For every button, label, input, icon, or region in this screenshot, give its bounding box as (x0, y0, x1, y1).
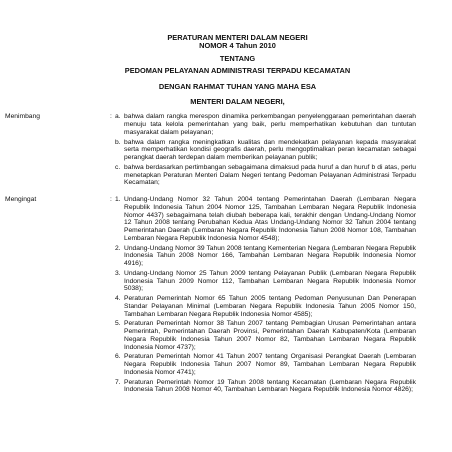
item-text: Undang-Undang Nomor 25 Tahun 2009 tentang Pelayanan Publik (Lembaran Negara Republik Indonesia Tahun 2009 Nomor 112, Tambahan Lembaran Negara Republik Indonesia Nomor 5038); (124, 269, 416, 293)
item-text: Undang-Undang Nomor 39 Tahun 2008 tentang Kementerian Negara (Lembaran Negara Republik Indonesia Tahun 2008 Nomor 166, Tambahan Lembaran Negara Republik Indonesia Nomor 4916); (124, 244, 416, 268)
item-text: bahwa dalam rangka meningkatkan kualitas dan mendekatkan pelayanan kepada masyarakat serta memperhatikan kondisi geografis daerah, perlu mengoptimalkan peran kecamatan sebagai perangkat daerah terdepan dalam memberikan pelayanan publik; (124, 138, 416, 162)
item-marker: c. (115, 163, 121, 171)
item-text: bahwa berdasarkan pertimbangan sebagaimana dimaksud pada huruf a dan huruf b di atas, perlu menetapkan Peraturan Menteri Dalam Negeri tentang Pedoman Pelayanan Administrasi Terpadu Kecamatan; (124, 163, 416, 187)
item-marker: b. (115, 138, 121, 146)
mengingat-item (115, 379, 416, 395)
item-marker: a. (115, 113, 121, 121)
item-marker: 6. (115, 353, 121, 361)
mengingat-item (115, 353, 416, 376)
item-text: Peraturan Pemerintah Nomor 38 Tahun 2007 tentang Pembagian Urusan Pemerintahan antara Pemerintah, Pemerintahan Daerah Provinsi, Pemerintahan Daerah Kabupaten/Kota (Lembaran Negara Republik Indonesia Tahun 2007 Nomor 82, Tambahan Lembaran Negara Republik Indonesia Nomor 4737); (124, 320, 416, 351)
menimbang-colon: : (110, 113, 112, 121)
menimbang-label: Menimbang (5, 113, 40, 121)
mengingat-section (5, 196, 416, 396)
menimbang-item (115, 139, 416, 162)
mengingat-item (115, 295, 416, 318)
item-text: Peraturan Pemerintah Nomor 19 Tahun 2008 tentang Kecamatan (Lembaran Negara Republik Indonesia Tahun 2008 Nomor 40, Tambahan Lembaran Negara Republik Indonesia Nomor 4826); (124, 378, 416, 394)
mengingat-item (115, 270, 416, 293)
regulation-tentang: TENTANG (219, 53, 256, 63)
item-marker: 2. (115, 244, 121, 252)
mengingat-item (115, 196, 416, 243)
mengingat-item (115, 245, 416, 268)
item-text: Peraturan Pemerintah Nomor 65 Tahun 2005 tentang Pedoman Penyusunan Dan Penerapan Standar Pelayanan Minimal (Lembaran Negara Republik Indonesia Tahun 2005 Nomor 150, Tambahan Lembaran Negara Republik Indonesia Nomor 4585); (124, 295, 416, 318)
menimbang-items (115, 113, 416, 189)
regulation-number: NOMOR 4 Tahun 2010 (199, 41, 276, 51)
mengingat-colon: : (110, 196, 112, 204)
item-marker: 5. (115, 320, 121, 328)
mengingat-items (115, 196, 416, 396)
item-marker: 7. (115, 378, 121, 386)
regulation-invocation: DENGAN RAHMAT TUHAN YANG MAHA ESA (158, 81, 317, 91)
menimbang-section (5, 113, 416, 189)
menimbang-item (115, 113, 416, 136)
regulation-title: PERATURAN MENTERI DALAM NEGERI (167, 33, 308, 42)
item-marker: 4. (115, 295, 121, 303)
item-text: bahwa dalam rangka merespon dinamika perkembangan penyelenggaraan pemerintahan daerah menuju tata kelola pemerintahan yang baik, perlu memperhatikan kebutuhan dan tuntutan masyarakat dalam pelayanan; (124, 113, 416, 136)
regulation-issuer: MENTERI DALAM NEGERI, (190, 97, 285, 107)
item-text: Peraturan Pemerintah Nomor 41 Tahun 2007 tentang Organisasi Perangkat Daerah (Lembaran Negara Republik Indonesia Tahun 2007 Nomor 89, Tambahan Lembaran Negara Republik Indonesia Nomor 4741); (124, 353, 416, 376)
mengingat-item (115, 320, 416, 351)
menimbang-item (115, 164, 416, 187)
mengingat-label: Mengingat (5, 196, 37, 204)
item-marker: 1. (115, 196, 121, 204)
item-marker: 3. (115, 269, 121, 277)
item-text: Undang-Undang Nomor 32 Tahun 2004 tentang Pemerintahan Daerah (Lembaran Negara Republik Indonesia Tahun 2004 Nomor 125, Tambahan Lembaran Negara Republik Indonesia Nomor 4437) sebagaimana telah diubah beberapa kali, terakhir dengan Undang-Undang Nomor 12 Tahun 2008 tentang Perubahan Kedua Atas Undang-Undang Nomor 32 Tahun 2004 tentang Pemerintahan Daerah (Lembaran Negara Republik Indonesia Tahun 2008 Nomor 108, Tambahan Lembaran Negara Republik Indonesia Nomor 4548); (124, 196, 416, 242)
regulation-subject: PEDOMAN PELAYANAN ADMINISTRASI TERPADU KECAMATAN (124, 66, 351, 76)
